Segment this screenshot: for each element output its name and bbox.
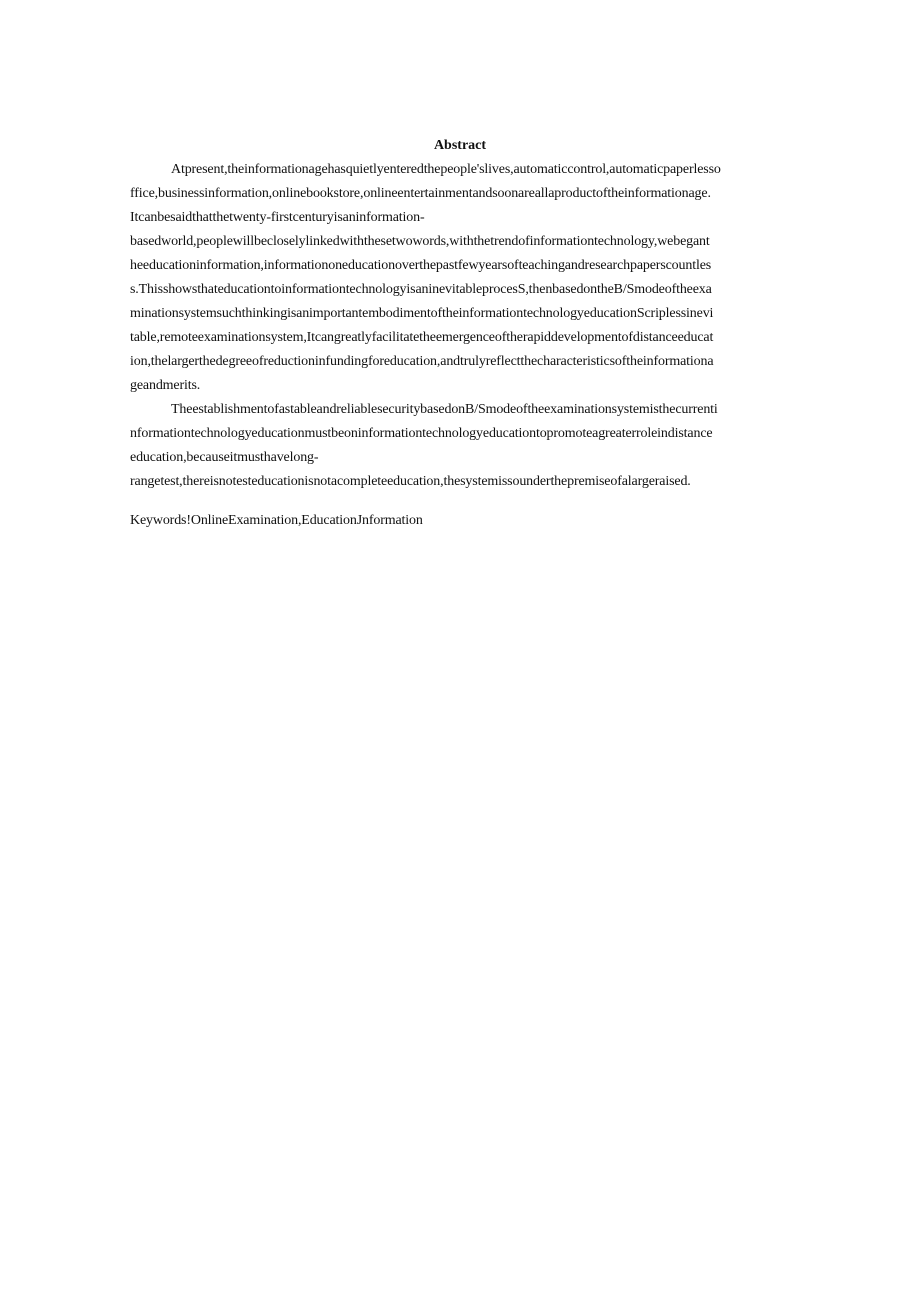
paragraph-2-line: TheestablishmentofastableandreliablesecuritybasedonB/Smodeoftheexaminationsystemisthecurrenti [171,402,718,417]
keywords-line: Keywords!OnlineExamination,EducationJnformation [130,513,423,528]
paragraph-1-line: geandmerits. [130,378,201,393]
paragraph-1-line: table,remoteexaminationsystem,Itcangreatlyfacilitatetheemergenceoftherapiddevelopmentofdistanceeducat [130,330,714,345]
paragraph-1-line: basedworld,peoplewillbecloselylinkedwiththesetwowords,withthetrendofinformationtechnology,webegant [130,234,710,249]
paragraph-2-line: education,becauseitmusthavelong- [130,450,319,465]
abstract-title: Abstract [433,138,487,153]
paragraph-2-line: nformationtechnologyeducationmustbeoninformationtechnologyeducationtopromoteagreaterroleindistance [130,426,713,441]
paragraph-1-line: s.ThisshowsthateducationtoinformationtechnologyisaninevitableprocesS,thenbasedontheB/Smodeoftheexa [130,282,712,297]
paragraph-1-line: minationsystemsuchthinkingisanimportantembodimentoftheinformationtechnologyeducationScriplessinevi [130,306,714,321]
paragraph-1-line: Atpresent,theinformationagehasquietlyenteredthepeople'slives,automaticcontrol,automaticpaperlesso [171,162,721,177]
paragraph-1-line: Itcanbesaidthatthetwenty-firstcenturyisaninformation- [130,210,425,225]
paragraph-1-line: heeducationinformation,informationoneducationoverthepastfewyearsofteachingandresearchpaperscountles [130,258,712,273]
paragraph-1-line: ion,thelargerthedegreeofreductioninfundingforeducation,andtrulyreflectthecharacteristicsoftheinformationa [130,354,714,369]
paragraph-2-line: rangetest,thereisnotesteducationisnotacompleteeducation,thesystemissounderthepremiseofalargeraised. [130,474,691,489]
paragraph-1-line: ffice,businessinformation,onlinebookstore,onlineentertainmentandsoonareallaproductoftheinformationage. [130,186,711,201]
